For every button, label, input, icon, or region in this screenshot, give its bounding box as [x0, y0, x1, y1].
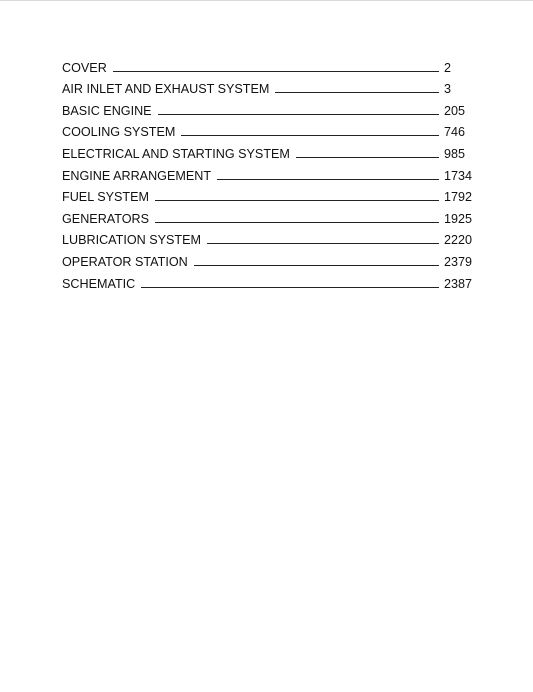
toc-entry-page: 2379	[444, 254, 473, 269]
toc-leader-line	[181, 135, 439, 136]
toc-leader-line	[194, 265, 439, 266]
toc-leader-line	[155, 200, 439, 201]
toc-entry-schematic[interactable]	[62, 269, 482, 291]
toc-entry-engine-arrangement[interactable]	[62, 161, 482, 183]
toc-entry-cooling-system[interactable]	[62, 118, 482, 140]
toc-entry-title: LUBRICATION SYSTEM	[62, 233, 202, 248]
toc-entry-page: 2387	[444, 276, 473, 291]
toc-entry-page: 746	[444, 125, 466, 140]
toc-entry-generators[interactable]	[62, 204, 482, 226]
toc-entry-page: 1925	[444, 211, 473, 226]
toc-entry-fuel-system[interactable]	[62, 183, 482, 205]
toc-entry-electrical-and-starting-system[interactable]	[62, 139, 482, 161]
toc-entry-title: COOLING SYSTEM	[62, 125, 176, 140]
toc-entry-page: 985	[444, 146, 466, 161]
toc-leader-line	[158, 114, 439, 115]
toc-entry-air-inlet-and-exhaust-system[interactable]	[62, 75, 482, 97]
toc-leader-line	[141, 287, 439, 288]
toc-entry-page: 1792	[444, 190, 473, 205]
toc-entry-page: 2220	[444, 233, 473, 248]
toc-leader-line	[217, 179, 439, 180]
toc-entry-title: OPERATOR STATION	[62, 254, 188, 269]
toc-leader-line	[113, 71, 439, 72]
toc-entry-page: 3	[444, 82, 452, 97]
toc-entry-page: 205	[444, 103, 466, 118]
toc-entry-title: GENERATORS	[62, 211, 150, 226]
toc-entry-title: ENGINE ARRANGEMENT	[62, 168, 212, 183]
toc-leader-line	[275, 92, 439, 93]
toc-entry-title: SCHEMATIC	[62, 276, 136, 291]
toc-entry-page: 1734	[444, 168, 473, 183]
toc-entry-title: FUEL SYSTEM	[62, 190, 150, 205]
table-of-contents	[62, 53, 482, 291]
toc-entry-cover[interactable]	[62, 53, 482, 75]
toc-entry-basic-engine[interactable]	[62, 96, 482, 118]
toc-entry-page: 2	[444, 60, 452, 75]
toc-leader-line	[207, 243, 439, 244]
toc-leader-line	[296, 157, 439, 158]
toc-entry-operator-station[interactable]	[62, 247, 482, 269]
toc-entry-title: AIR INLET AND EXHAUST SYSTEM	[62, 82, 270, 97]
toc-entry-lubrication-system[interactable]	[62, 226, 482, 248]
toc-entry-title: COVER	[62, 60, 107, 75]
toc-entry-title: ELECTRICAL AND STARTING SYSTEM	[62, 146, 290, 161]
toc-leader-line	[155, 222, 439, 223]
toc-entry-title: BASIC ENGINE	[62, 103, 152, 118]
